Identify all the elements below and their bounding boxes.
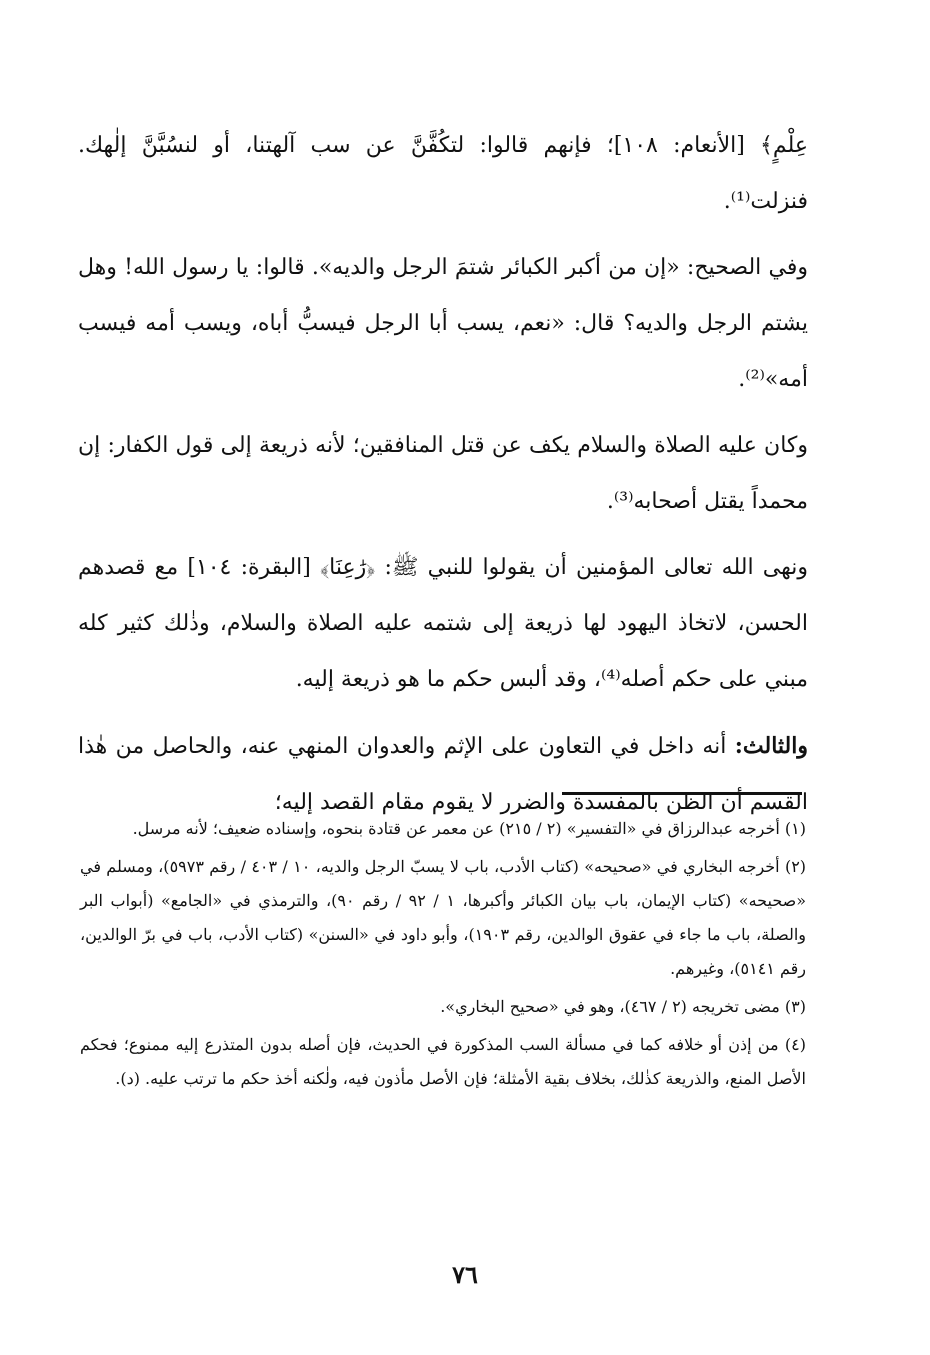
paragraph-1: عِلْمٍ﴾ [الأنعام: ١٠٨]؛ فإنهم قالوا: لتكُفَّنَّ عن سب آلهتنا، أو لنسُبَّنَّ إلٰهك. فنزلت⁽¹⁾. <box>78 133 808 214</box>
paragraph-5-text: أنه داخل في التعاون على الإثم والعدوان المنهي عنه، والحاصل من هٰذا القسم أن الظن بالمفسدة والضرر لا يقوم مقام القصد إليه؛ <box>78 734 808 815</box>
footnote-separator <box>562 792 802 795</box>
footnote-3: (٣) مضى تخريجه (٢ / ٤٦٧)، وهو في «صحيح البخاري». <box>440 997 806 1016</box>
footnote-4: (٤) من إذن أو خلافه كما في مسألة السب المذكورة في الحديث، فإن أصله بدون المتذرع إليه ممنوع؛ فحكم الأصل المنع، والذريعة كذٰلك، بخلاف بقية الأمثلة؛ فإن الأصل مأذون فيه، ولٰكنه أخذ حكم ما ترتب عليه. (د). <box>80 1035 807 1088</box>
page-number: ٧٦ <box>452 1260 478 1289</box>
paragraph-3: وكان عليه الصلاة والسلام يكف عن قتل المنافقين؛ لأنه ذريعة إلى قول الكفار: إن محمداً يقتل أصحابه⁽³⁾. <box>78 433 808 514</box>
footnote-1: (١) أخرجه عبدالرزاق في «التفسير» (٢ / ٢١٥) عن معمر عن قتادة بنحوه، وإسناده ضعيف؛ لأنه مرسل. <box>132 819 806 838</box>
paragraph-4: ونهى الله تعالى المؤمنين أن يقولوا للنبي ﷺ: ﴿رَٰعِنَا﴾ [البقرة: ١٠٤] مع قصدهم الحسن، لاتخاذ اليهود لها ذريعة إلى شتمه عليه الصلاة والسلام، وذٰلك كثير كله مبني على حكم أصله⁽⁴⁾، وقد ألبس حكم ما هو ذريعة إليه. <box>78 555 808 692</box>
main-text <box>78 118 808 831</box>
section-label: والثالث: <box>734 733 808 759</box>
paragraph-2: وفي الصحيح: «إن من أكبر الكبائر شتمَ الرجل والديه». قالوا: يا رسول الله! وهل يشتم الرجل والديه؟ قال: «نعم، يسب أبا الرجل فيسبُّ أباه، ويسب أمه فيسب أمه»⁽²⁾. <box>78 255 808 392</box>
footnote-2: (٢) أخرجه البخاري في «صحيحه» (كتاب الأدب، باب لا يسبّ الرجل والديه، ١٠ / ٤٠٣ / رقم ٥٩٧٣)، ومسلم في «صحيحه» (كتاب الإيمان، باب بيان الكبائر وأكبرها، ١ / ٩٢ / رقم ٩٠)، والترمذي في «الجامع» (أبواب البر والصلة، باب ما جاء في عقوق الوالدين، رقم ١٩٠٣)، وأبو داود في «السنن» (كتاب الأدب، باب في برّ الوالدين، رقم ٥١٤١)، وغيرهم. <box>80 857 807 978</box>
footnotes <box>80 812 806 1096</box>
